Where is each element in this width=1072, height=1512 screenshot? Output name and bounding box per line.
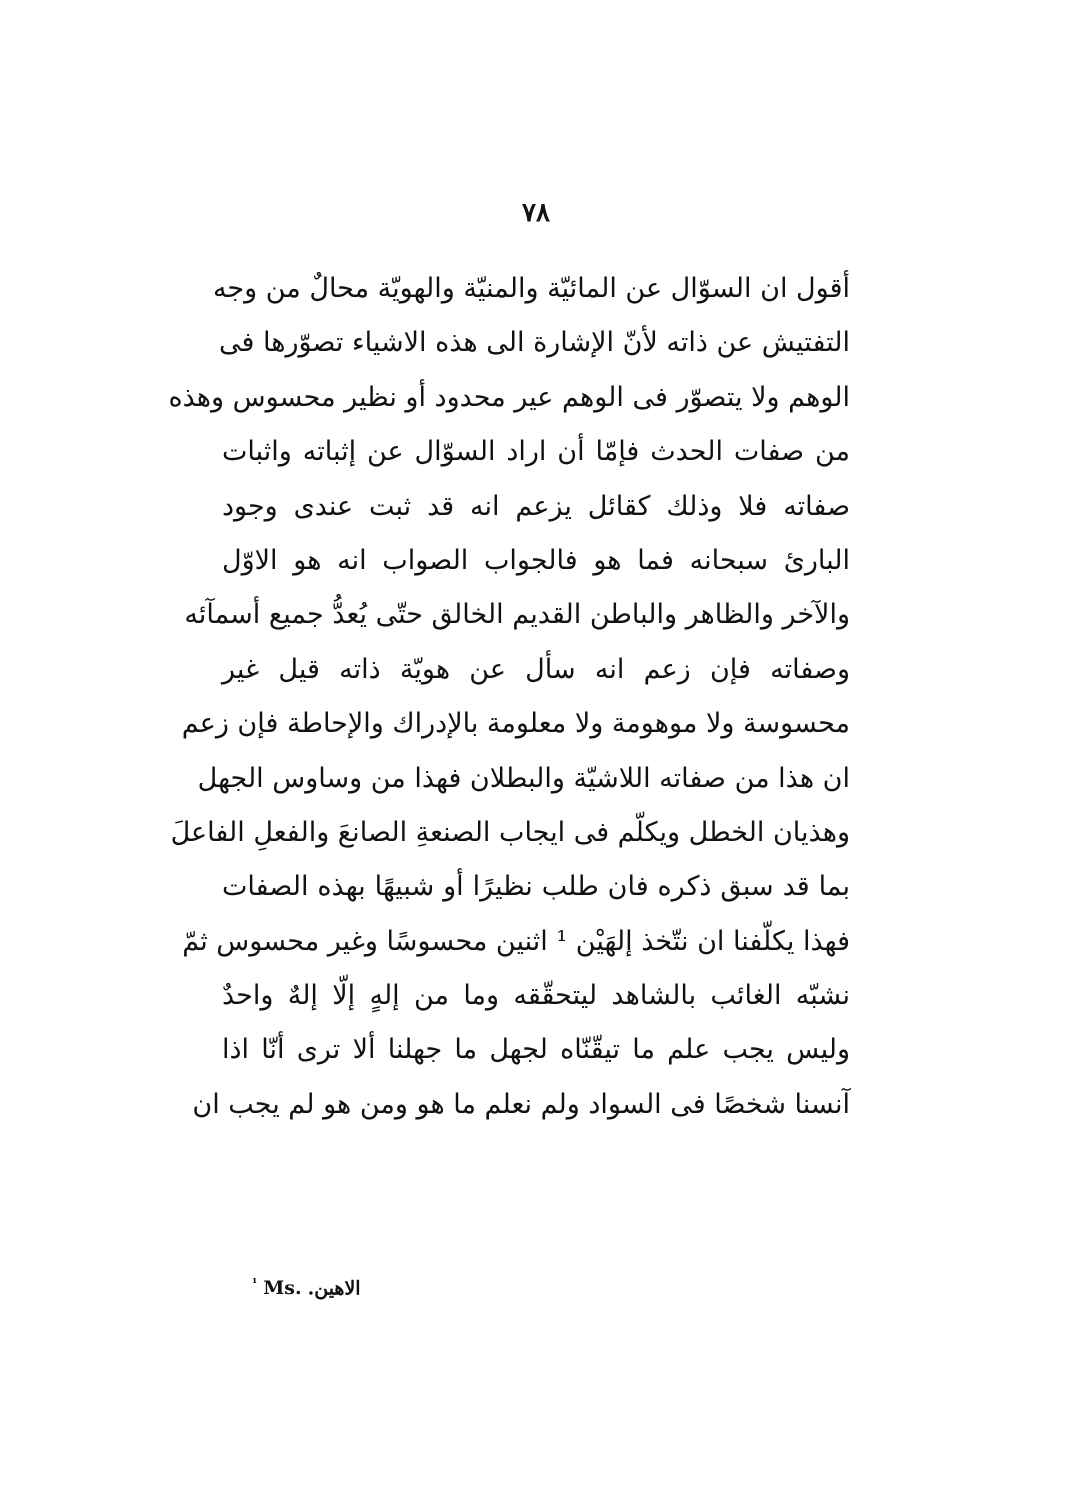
- text-line: فهذا يكلّفنا ان نتّخذ إلهَيْن ¹ اثنين محسوسًا وغير محسوس ثمّ: [182, 925, 850, 957]
- main-text-block: [168, 262, 850, 1132]
- text-line: من صفات الحدث فإمّا أن اراد السوّال عن إثباته واثبات: [222, 436, 850, 468]
- text-line: وصفاته فإن زعم انه سأل عن هويّة ذاته قيل غير: [222, 653, 850, 685]
- footnote: [252, 1266, 452, 1300]
- text-line: بما قد سبق ذكره فان طلب نظيرًا أو شبيهًا بهذه الصفات: [222, 871, 850, 903]
- footnote-abbreviation: Ms.: [263, 1277, 302, 1300]
- text-line: والآخر والظاهر والباطن القديم الخالق حتّى يُعدُّ جميع أسمآئه: [184, 599, 850, 631]
- text-line: البارئ سبحانه فما هو فالجواب الصواب انه هو الاوّل: [222, 544, 850, 576]
- page-number: ٧٨: [522, 198, 550, 228]
- text-line: آنسنا شخصًا فى السواد ولم نعلم ما هو ومن هو لم يجب ان: [192, 1088, 850, 1120]
- footnote-marker: ¹: [252, 1276, 258, 1290]
- text-line: ان هذا من صفاته اللاشيّة والبطلان فهذا من وساوس الجهل: [197, 762, 850, 794]
- text-line: محسوسة ولا موهومة ولا معلومة بالإدراك والإحاطة فإن زعم: [181, 708, 850, 740]
- text-line: صفاته فلا وذلك كقائل يزعم انه قد ثبت عندى وجود: [222, 490, 850, 522]
- text-line: التفتيش عن ذاته لأنّ الإشارة الى هذه الاشياء تصوّرها فى: [218, 327, 850, 359]
- text-line: وهذيان الخطل ويكلّم فى ايجاب الصنعةِ الصانعَ والفعلِ الفاعلَ: [170, 816, 850, 848]
- text-line: وليس يجب علم ما تيقّنّاه لجهل ما جهلنا ألا ترى أنّا اذا: [222, 1034, 850, 1066]
- text-line: نشبّه الغائب بالشاهد ليتحقّقه وما من إلهٍ إلّا إلهٌ واحدٌ: [222, 980, 850, 1012]
- text-line: أقول ان السوّال عن المائيّة والمنيّة والهويّة محالٌ من وجه: [212, 273, 850, 304]
- text-line: الوهم ولا يتصوّر فى الوهم عير محدود أو نظير محسوس وهذه: [168, 381, 850, 413]
- footnote-word: الاهين.: [307, 1277, 361, 1300]
